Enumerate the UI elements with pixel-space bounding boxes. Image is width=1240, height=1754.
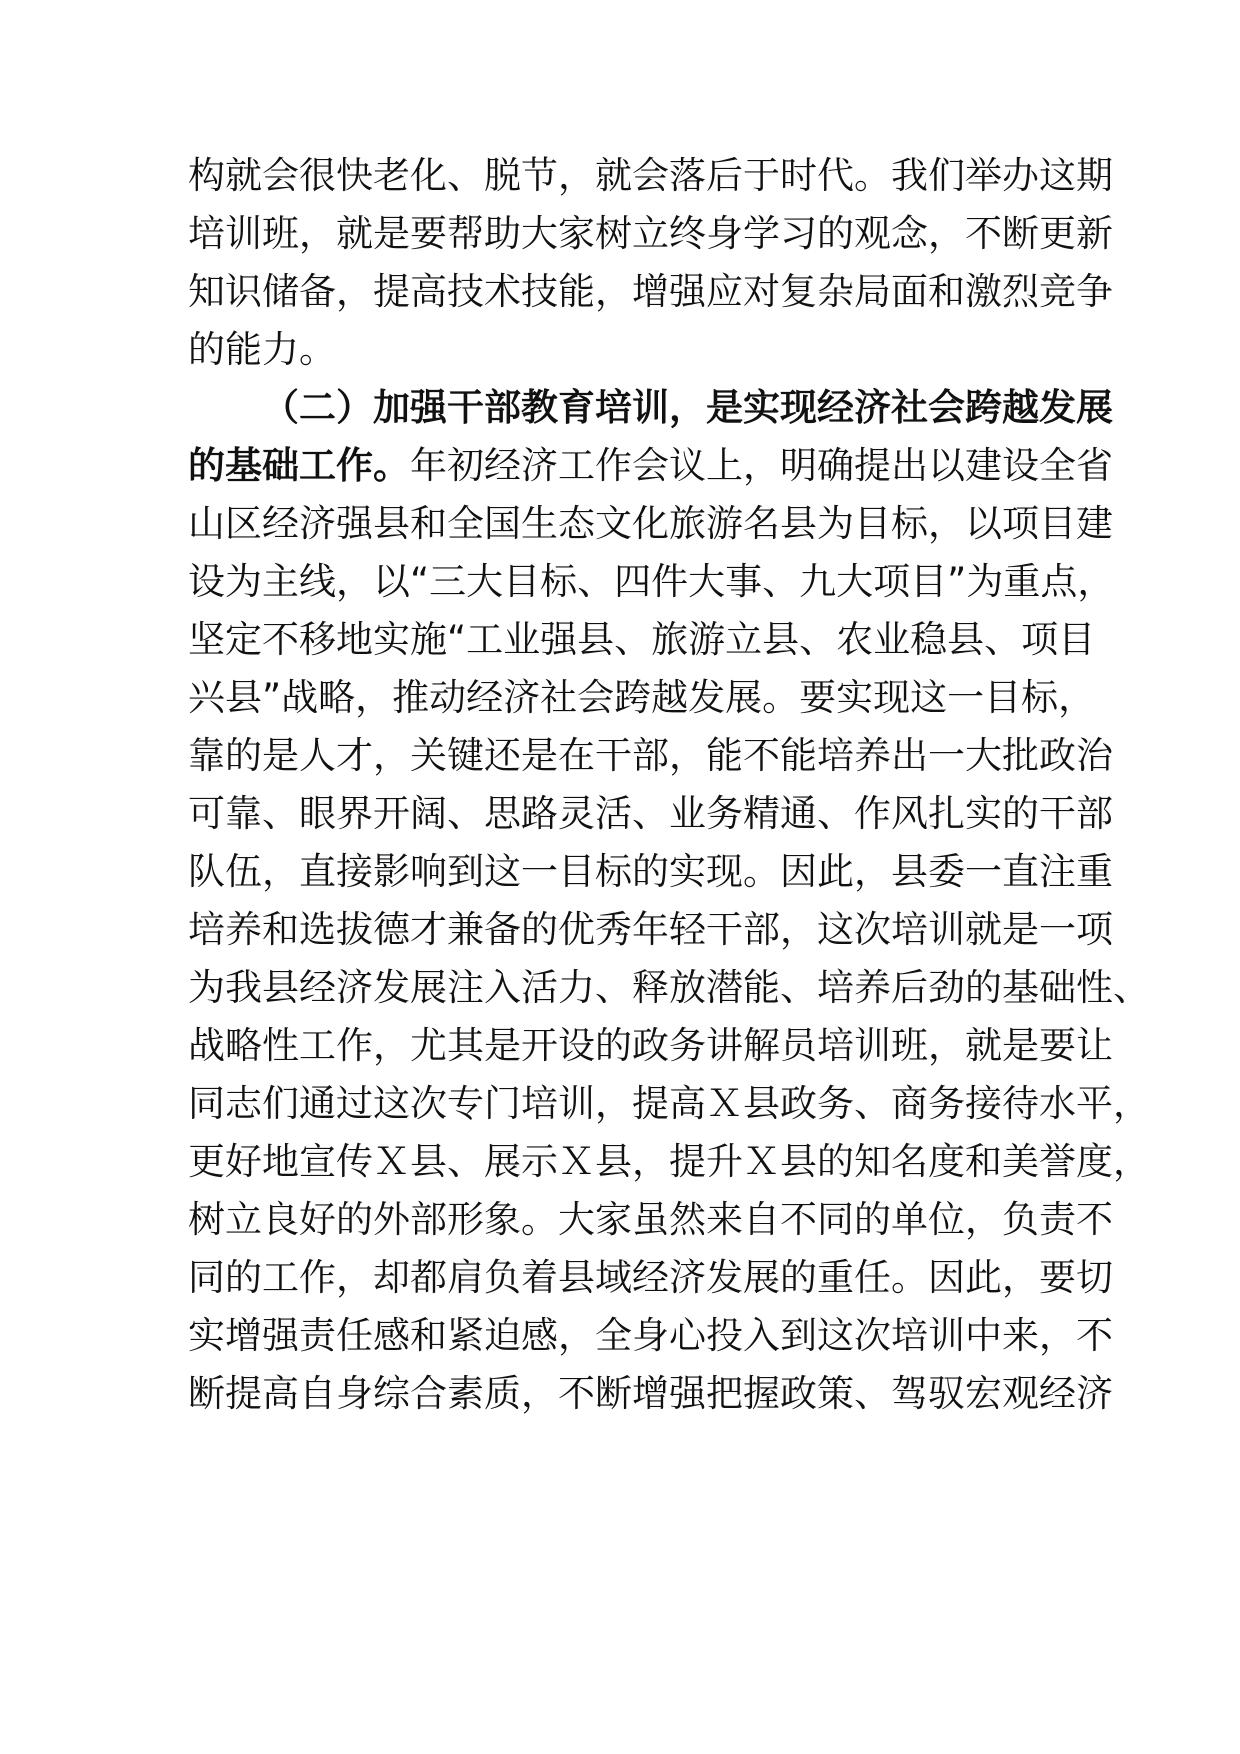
text-line-19: 树立良好的外部形象。大家虽然来自不同的单位，负责不 [188, 1198, 1113, 1241]
text-line-2: 培训班，就是要帮助大家树立终身学习的观念，不断更新 [188, 212, 1113, 255]
text-line-4: 的能力。 [188, 328, 336, 371]
text-line-14: 培养和选拔德才兼备的优秀年轻干部，这次培训就是一项 [188, 908, 1113, 951]
text-line-13: 队伍，直接影响到这一目标的实现。因此，县委一直注重 [188, 850, 1113, 893]
section-heading-end: 的基础工作。 [188, 444, 410, 487]
text-line-17: 同志们通过这次专门培训，提高Ｘ县政务、商务接待水平， [188, 1082, 1150, 1125]
text-line-7: 山区经济强县和全国生态文化旅游名县为目标，以项目建 [188, 502, 1113, 545]
text-line-6 [188, 441, 1113, 491]
text-line-10: 兴县”战略，推动经济社会跨越发展。要实现这一目标， [188, 676, 1096, 719]
paragraph-start: 年初经济工作会议上，明确提出以建设全省 [410, 444, 1113, 487]
text-line-16: 战略性工作，尤其是开设的政务讲解员培训班，就是要让 [188, 1024, 1113, 1067]
text-line-8: 设为主线，以“三大目标、四件大事、九大项目”为重点， [188, 560, 1115, 603]
text-line-1: 构就会很快老化、脱节，就会落后于时代。我们举办这期 [188, 154, 1113, 197]
text-line-15: 为我县经济发展注入活力、释放潜能、培养后劲的基础性、 [188, 966, 1150, 1009]
text-line-22: 断提高自身综合素质，不断增强把握政策、驾驭宏观经济 [188, 1372, 1113, 1415]
text-line-12: 可靠、眼界开阔、思路灵活、业务精通、作风扎实的干部 [188, 792, 1113, 835]
text-line-11: 靠的是人才，关键还是在干部，能不能培养出一大批政治 [188, 734, 1113, 777]
text-line-18: 更好地宣传Ｘ县、展示Ｘ县，提升Ｘ县的知名度和美誉度， [188, 1140, 1150, 1183]
text-line-21: 实增强责任感和紧迫感，全身心投入到这次培训中来，不 [188, 1314, 1113, 1357]
text-line-3: 知识储备，提高技术技能，增强应对复杂局面和激烈竞争 [188, 270, 1113, 313]
text-line-9: 坚定不移地实施“工业强县、旅游立县、农业稳县、项目 [188, 618, 1096, 661]
section-heading: （二）加强干部教育培训，是实现经济社会跨越发展 [262, 386, 1113, 429]
text-line-20: 同的工作，却都肩负着县域经济发展的重任。因此，要切 [188, 1256, 1113, 1299]
